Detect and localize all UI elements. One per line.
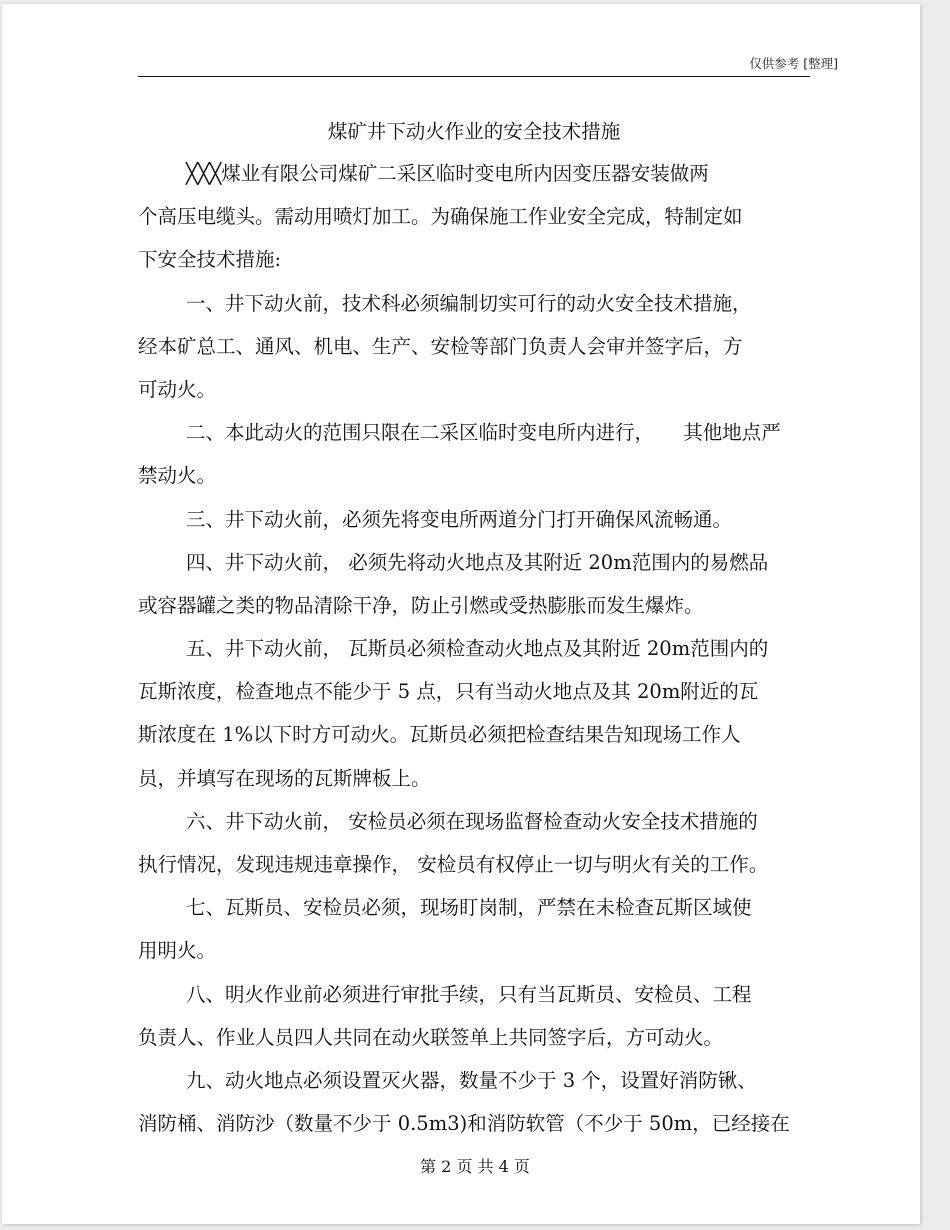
document-title: 煤矿井下动火作业的安全技术措施 xyxy=(327,120,621,143)
body-line-3: 下安全技术措施: xyxy=(138,248,282,272)
body-line-11: 或容器罐之类的物品清除干净，防止引燃或受热膨胀而发生爆炸。 xyxy=(138,593,704,617)
body-line-1: ╳╳╳煤业有限公司煤矿二采区临时变电所内因变压器安装做两 xyxy=(186,162,709,185)
body-line-18: 七、瓦斯员、安检员必须，现场盯岗制，严禁在未检查瓦斯区域使 xyxy=(186,896,752,920)
body-line-2: 个高压电缆头。需动用喷灯加工。为确保施工作业安全完成，特制定如 xyxy=(138,205,743,229)
body-line-4: 一、井下动火前，技术科必须编制切实可行的动火安全技术措施， xyxy=(186,291,752,315)
body-line-15: 员，并填写在现场的瓦斯牌板上。 xyxy=(138,766,431,790)
page-number: 第 2 页 共 4 页 xyxy=(420,1157,530,1176)
body-line-19: 用明火。 xyxy=(138,939,217,963)
body-line-7: 二、本此动火的范围只限在二采区临时变电所内进行， 其他地点严 xyxy=(186,421,781,445)
body-line-12: 五、井下动火前， 瓦斯员必须检查动火地点及其附近 20m范围内的 xyxy=(186,637,769,661)
body-line-14: 斯浓度在 1%以下时方可动火。瓦斯员必须把检查结果告知现场工作人 xyxy=(138,723,741,747)
body-line-22: 九、动火地点必须设置灭火器，数量不少于 3 个，设置好消防锹、 xyxy=(186,1068,757,1092)
body-line-6: 可动火。 xyxy=(138,377,217,401)
body-line-5: 经本矿总工、通风、机电、生产、安检等部门负责人会审并签字后，方 xyxy=(138,334,743,358)
header-note: 仅供参考 [整理] xyxy=(749,56,838,71)
body-line-20: 八、明火作业前必须进行审批手续，只有当瓦斯员、安检员、工程 xyxy=(186,982,752,1006)
body-line-16: 六、井下动火前， 安检员必须在现场监督检查动火安全技术措施的 xyxy=(186,809,758,833)
body-line-9: 三、井下动火前，必须先将变电所两道分门打开确保风流畅通。 xyxy=(186,507,733,531)
body-line-21: 负责人、作业人员四人共同在动火联签单上共同签字后，方可动火。 xyxy=(138,1025,724,1049)
body-line-10: 四、井下动火前， 必须先将动火地点及其附近 20m范围内的易燃品 xyxy=(186,550,769,574)
header-divider xyxy=(138,76,810,77)
body-line-8: 禁动火。 xyxy=(138,464,217,488)
body-line-13: 瓦斯浓度，检查地点不能少于 5 点，只有当动火地点及其 20m附近的瓦 xyxy=(138,680,759,704)
body-line-23: 消防桶、消防沙（数量不少于 0.5m3)和消防软管（不少于 50m，已经接在 xyxy=(138,1112,790,1136)
body-line-17: 执行情况，发现违规违章操作， 安检员有权停止一切与明火有关的工作。 xyxy=(138,853,769,876)
document-body xyxy=(138,152,810,1145)
